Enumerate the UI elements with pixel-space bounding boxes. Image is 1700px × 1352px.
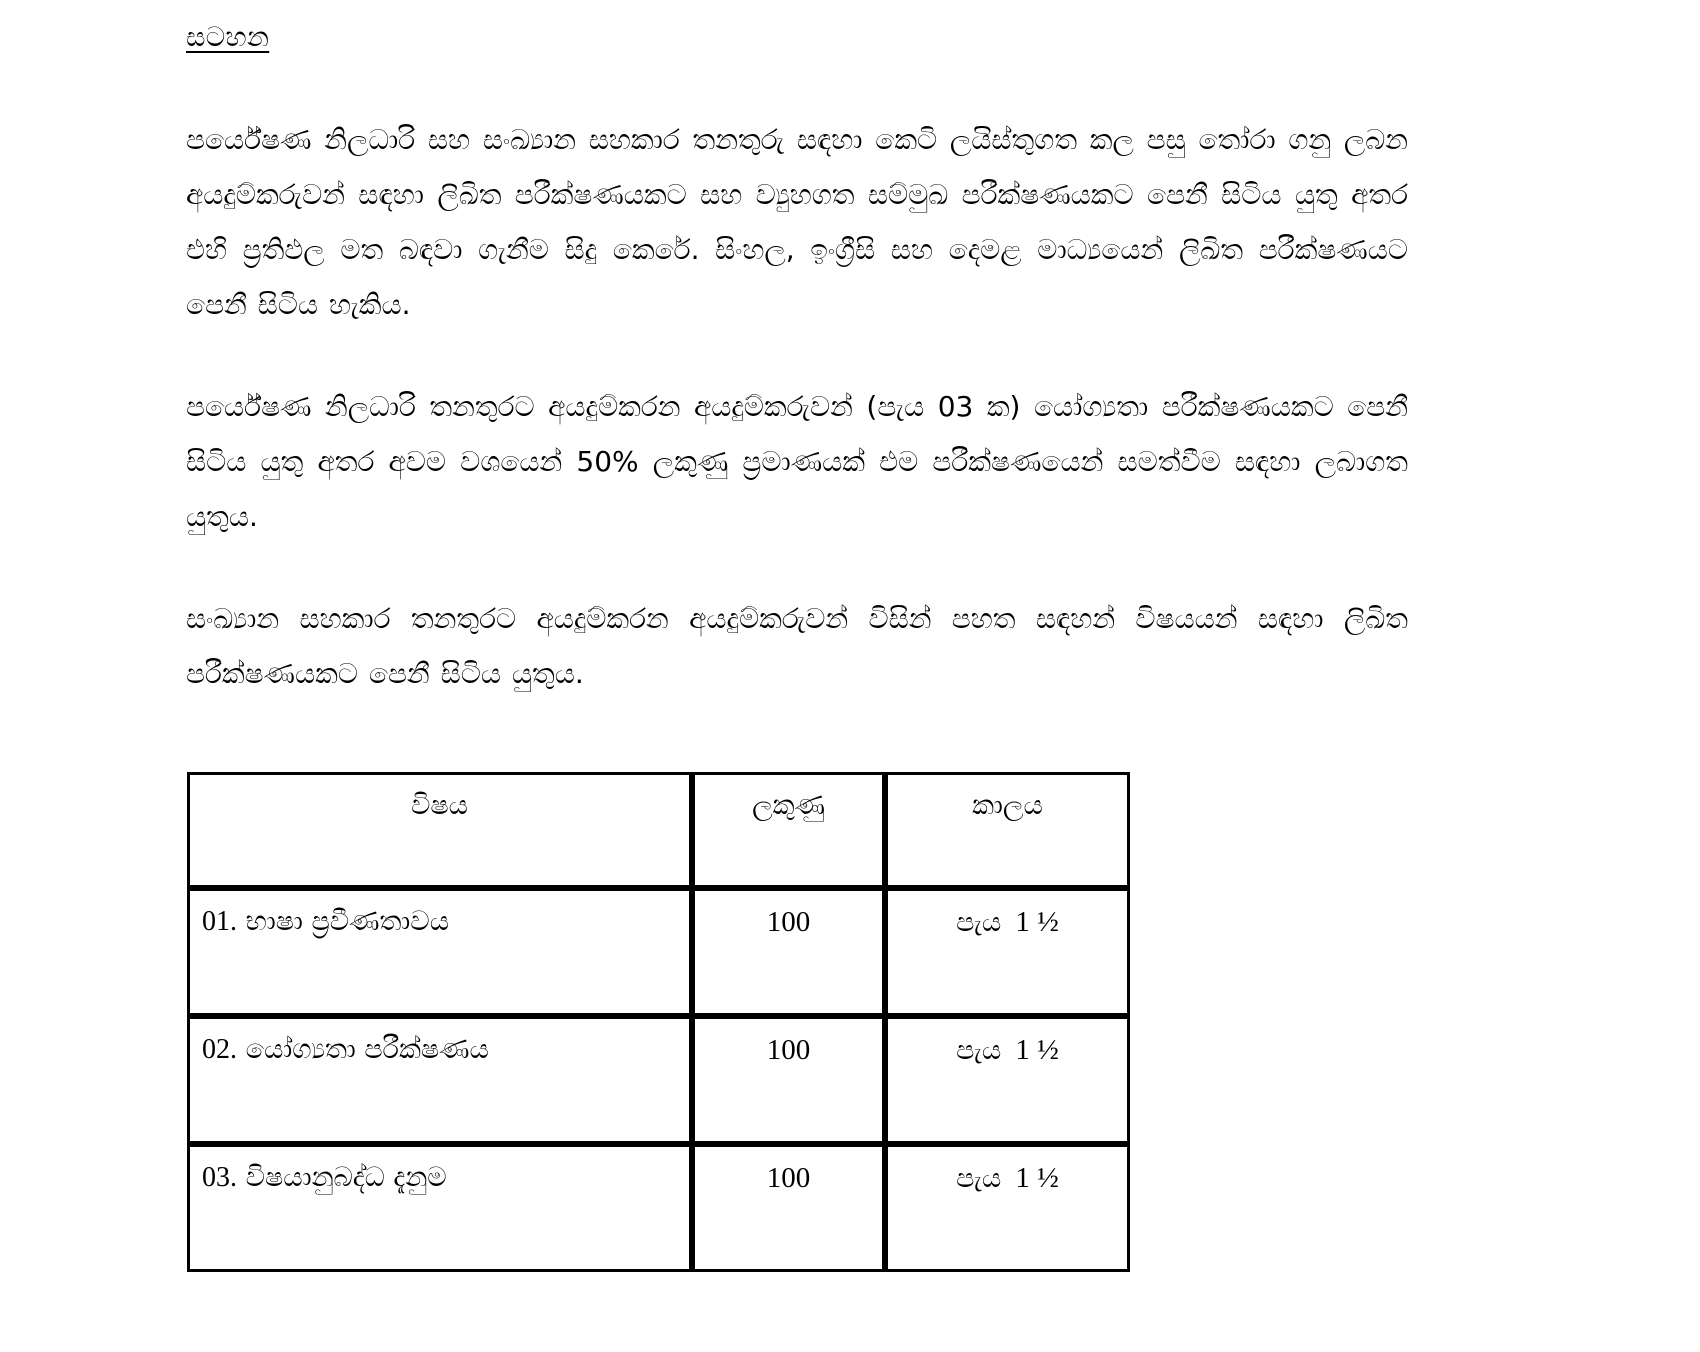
paragraph-1-line-3: සිටිය යුතු අතර එහි ප්‍රතිඵල මත බඳවා ගැනීම සිදු කෙරේ. සිංහල, ඉංග්‍රීසි සහ දෙමළ මාධ්‍යයෙන් xyxy=(186,178,1408,267)
table-cell-time xyxy=(885,1144,1130,1272)
table-row-time-value: 1 ½ xyxy=(1015,1034,1059,1066)
table-row-marks: 100 xyxy=(766,1162,811,1194)
table-header-subject-label: විෂය xyxy=(410,790,469,821)
table-cell-subject xyxy=(187,888,692,1016)
paragraph-2-line-3: ලබාගත යුතුය. xyxy=(186,445,1409,534)
table-cell-subject xyxy=(187,1144,692,1272)
table-row xyxy=(187,1016,1130,1144)
table-header-subject xyxy=(187,772,692,888)
table-header-time xyxy=(885,772,1130,888)
table-row-index: 03. xyxy=(202,1162,237,1193)
paragraph-2-line-1: පර්යේෂණ නිලධාරි තනතුරට අයදුම්කරන අයදුම්කරුවන් (පැය 03 ක) යෝග්‍යතා පරීක්ෂණයකට xyxy=(186,390,1334,424)
paragraph-1-line-4: ලිඛිත පරීක්ෂණයට පෙනී සිටිය හැකිය. xyxy=(186,233,1408,322)
document-body xyxy=(186,0,1408,701)
exam-subjects-table-container xyxy=(187,772,1130,1272)
paragraph-1 xyxy=(186,112,1408,332)
table-row-subject: භාෂා ප්‍රවීණතාවය xyxy=(245,906,450,937)
paragraph-1-line-2: ලබන අයදුම්කරුවන් සඳහා ලිඛිත පරීක්ෂණයකට සහ ව්‍යුහගත සම්මුඛ පරීක්ෂණයකට පෙනී xyxy=(186,123,1408,212)
table-row-index: 01. xyxy=(202,906,237,937)
paragraph-1-line-1: පර්යේෂණ නිලධාරි සහ සංඛ්‍යාන සහකාර තනතුරු සඳහා කෙටි ලයිස්තුගත කල පසු තෝරා ගනු xyxy=(186,123,1332,157)
paragraph-3-line-2: පරීක්ෂණයකට පෙනී සිටිය යුතුය. xyxy=(186,657,584,691)
table-row xyxy=(187,888,1130,1016)
paragraph-2-line-2: පෙනී සිටිය යුතු අතර අවම වශයෙන් 50% ලකුණු ප්‍රමාණයක් එම පරීක්ෂණයෙන් සමත්වීම සඳහා xyxy=(186,390,1408,479)
table-row-subject: විෂයානුබද්ධ දැනුම xyxy=(245,1162,447,1193)
paragraph-3 xyxy=(186,591,1408,701)
table-cell-marks xyxy=(692,1016,885,1144)
table-row-marks: 100 xyxy=(766,906,811,938)
table-cell-subject xyxy=(187,1016,692,1144)
table-row-time-label: පැය xyxy=(956,907,1002,938)
table-cell-marks xyxy=(692,1144,885,1272)
paragraph-3-line-1: සංඛ්‍යාන සහකාර තනතුරට අයදුම්කරන අයදුම්කරුවන් විසින් පහත සඳහන් විෂයයන් සඳහා ලිඛිත xyxy=(186,602,1408,636)
table-row-subject: යෝග්‍යතා පරීක්ෂණය xyxy=(245,1034,489,1065)
table-header-time-label: කාලය xyxy=(972,790,1043,821)
table-row-time-label: පැය xyxy=(956,1163,1002,1194)
table-row-marks: 100 xyxy=(766,1034,811,1066)
exam-subjects-table xyxy=(187,772,1130,1272)
paragraph-2 xyxy=(186,379,1408,544)
table-cell-marks xyxy=(692,888,885,1016)
table-header-marks-label: ලකුණු xyxy=(752,790,825,821)
table-row-time-label: පැය xyxy=(956,1035,1002,1066)
table-cell-time xyxy=(885,888,1130,1016)
table-cell-time xyxy=(885,1016,1130,1144)
table-row xyxy=(187,1144,1130,1272)
page-title: සටහන xyxy=(186,22,270,53)
table-header-marks xyxy=(692,772,885,888)
table-row-time-value: 1 ½ xyxy=(1015,906,1059,938)
table-row-time-value: 1 ½ xyxy=(1015,1162,1059,1194)
table-row-index: 02. xyxy=(202,1034,237,1065)
table-header-row xyxy=(187,772,1130,888)
